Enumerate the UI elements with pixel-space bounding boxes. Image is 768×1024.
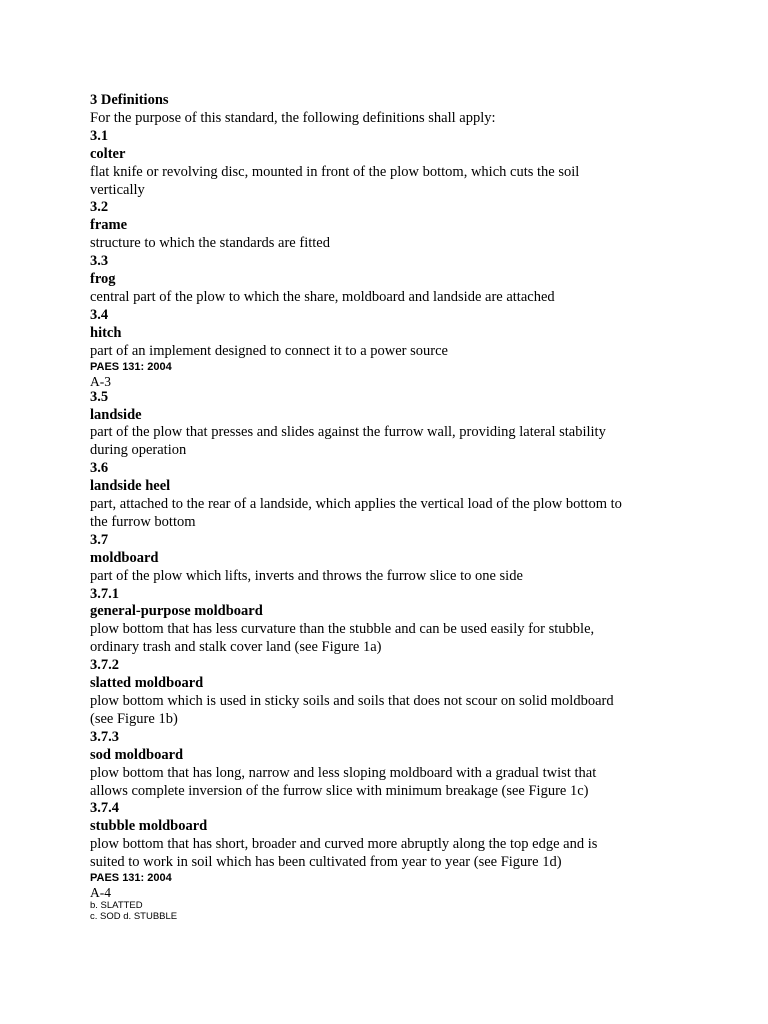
term-name: landside heel — [90, 478, 171, 495]
section-intro: For the purpose of this standard, the following definitions shall apply: — [90, 109, 496, 126]
term-definition: part of the plow that presses and slides against the furrow wall, providing lateral stability — [90, 424, 606, 441]
term-number: 3.5 — [90, 388, 109, 405]
term-name: colter — [90, 145, 126, 162]
term-definition: suited to work in soil which has been cultivated from year to year (see Figure 1d) — [90, 854, 562, 871]
term-definition: vertically — [90, 181, 145, 198]
page-footer-number: A-3 — [90, 373, 111, 389]
term-definition: structure to which the standards are fitted — [90, 235, 330, 252]
page-footer-standard: PAES 131: 2004 — [90, 360, 172, 373]
term-number: 3.6 — [90, 460, 109, 477]
term-definition: part, attached to the rear of a landside, which applies the vertical load of the plow bottom to — [90, 496, 622, 513]
term-definition: part of the plow which lifts, inverts and throws the furrow slice to one side — [90, 567, 523, 584]
term-definition: during operation — [90, 442, 187, 459]
term-name: landside — [90, 406, 142, 423]
term-number: 3.1 — [90, 127, 109, 144]
page-footer-number: A-4 — [90, 885, 111, 901]
term-definition: part of an implement designed to connect it to a power source — [90, 342, 448, 359]
term-number: 3.2 — [90, 199, 109, 216]
term-name: hitch — [90, 324, 122, 341]
term-number: 3.4 — [90, 306, 109, 323]
term-name: sod moldboard — [90, 746, 184, 763]
term-name: stubble moldboard — [90, 818, 208, 835]
term-name: slatted moldboard — [90, 675, 204, 692]
term-number: 3.7 — [90, 531, 109, 548]
term-definition: flat knife or revolving disc, mounted in front of the plow bottom, which cuts the soil — [90, 163, 580, 180]
term-name: frog — [90, 271, 116, 288]
section-heading: 3 Definitions — [90, 92, 169, 108]
term-definition: plow bottom which is used in sticky soils and soils that does not scour on solid moldboard — [90, 693, 614, 709]
term-number: 3.7.4 — [90, 800, 119, 817]
page-footer-standard: PAES 131: 2004 — [90, 872, 172, 885]
term-number: 3.7.3 — [90, 728, 119, 745]
term-definition: plow bottom that has long, narrow and less sloping moldboard with a gradual twist that — [90, 764, 597, 781]
term-number: 3.3 — [90, 253, 109, 270]
term-definition: (see Figure 1b) — [90, 710, 178, 727]
term-name: frame — [90, 217, 128, 234]
term-name: general-purpose moldboard — [90, 603, 263, 620]
term-definition: the furrow bottom — [90, 513, 196, 530]
term-name: moldboard — [90, 549, 159, 566]
term-definition: plow bottom that has short, broader and curved more abruptly along the top edge and is — [90, 836, 598, 853]
term-definition: plow bottom that has less curvature than the stubble and can be used easily for stubble, — [90, 621, 595, 638]
term-definition: central part of the plow to which the share, moldboard and landside are attached — [90, 288, 555, 305]
figure-caption: b. SLATTED — [90, 900, 143, 912]
document-page — [90, 92, 690, 922]
term-number: 3.7.1 — [90, 585, 119, 602]
term-definition: ordinary trash and stalk cover land (see Figure 1a) — [90, 639, 382, 656]
term-definition: allows complete inversion of the furrow slice with minimum breakage (see Figure 1c) — [90, 782, 589, 799]
figure-caption: c. SOD d. STUBBLE — [90, 911, 178, 923]
term-number: 3.7.2 — [90, 657, 119, 674]
